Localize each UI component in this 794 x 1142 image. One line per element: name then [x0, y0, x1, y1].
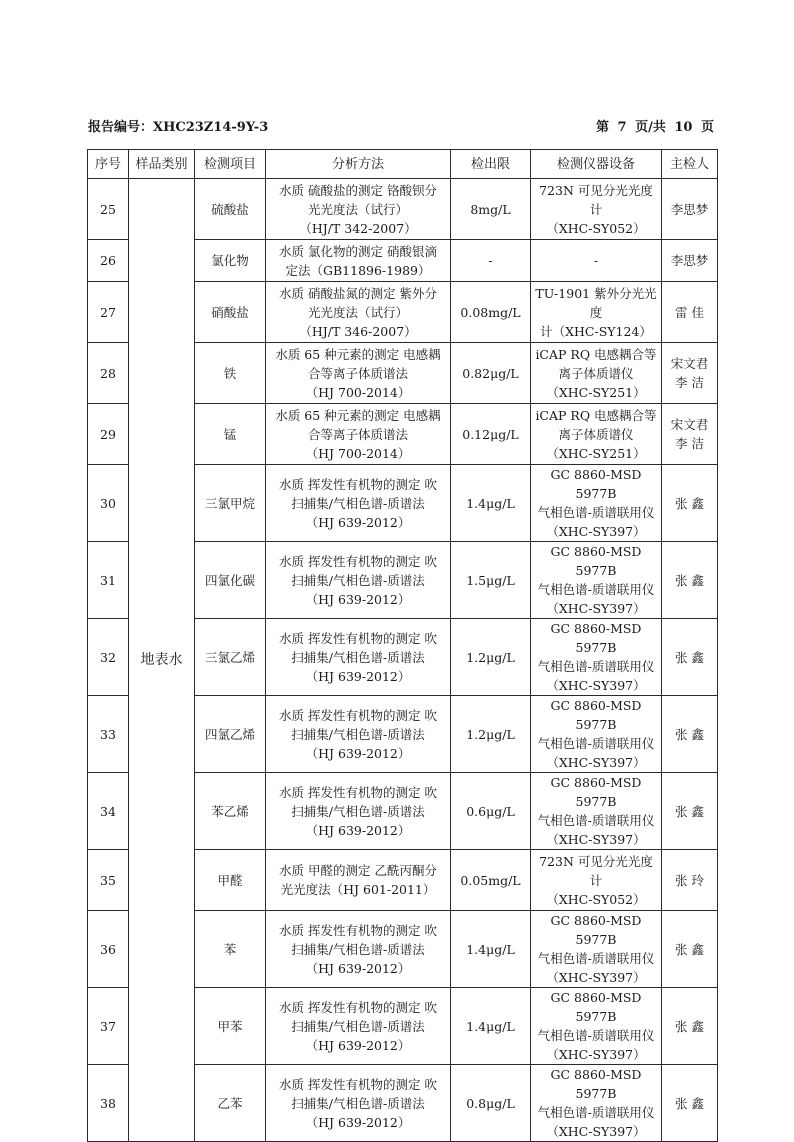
col-header-person: 主检人 — [662, 150, 718, 179]
table-row — [88, 179, 718, 240]
inspector-name: 雷 佳 — [675, 304, 704, 320]
row-number: 34 — [88, 773, 129, 850]
instrument-line: （XHC-SY397） — [546, 524, 646, 539]
row-number: 30 — [88, 465, 129, 542]
method-line: 扫捕集/气相色谱-质谱法 — [291, 941, 425, 957]
row-number: 37 — [88, 988, 129, 1065]
detection-limit: 8mg/L — [451, 179, 531, 240]
inspector — [662, 696, 718, 773]
inspector — [662, 988, 718, 1065]
method-line: 水质 挥发性有机物的测定 吹 — [279, 707, 437, 723]
test-item: 硝酸盐 — [195, 282, 266, 343]
test-item: 四氯乙烯 — [195, 696, 266, 773]
instrument-line: 气相色谱-质谱联用仪 — [537, 505, 655, 520]
instrument-line: （XHC-SY251） — [546, 384, 646, 400]
instrument-line: （XHC-SY397） — [546, 755, 646, 770]
row-number: 36 — [88, 911, 129, 988]
method-line: 水质 氯化物的测定 硝酸银滴 — [279, 243, 437, 259]
instrument-line: （XHC-SY397） — [546, 970, 646, 985]
instrument-line: GC 8860-MSD 5977B — [550, 913, 642, 947]
inspector — [662, 1065, 718, 1142]
instrument-line: （XHC-SY397） — [546, 1047, 646, 1062]
inspector-name: 张 鑫 — [675, 1095, 704, 1111]
analysis-method — [266, 465, 451, 542]
method-line: 水质 硝酸盐氮的测定 紫外分 — [279, 285, 437, 301]
method-line: 水质 挥发性有机物的测定 吹 — [279, 476, 437, 492]
analysis-method — [266, 282, 451, 343]
method-line: 光光度法（试行） — [307, 201, 408, 217]
row-number: 25 — [88, 179, 129, 240]
method-line: （HJ 639-2012） — [305, 745, 411, 761]
instrument-line: （XHC-SY052） — [546, 891, 646, 907]
instrument-line: （XHC-SY397） — [546, 678, 646, 693]
instrument-line: 离子体质谱仪 — [558, 365, 634, 381]
instrument-line: GC 8860-MSD 5977B — [550, 698, 642, 732]
inspector — [662, 773, 718, 850]
test-item: 氯化物 — [195, 240, 266, 282]
method-line: （HJ/T 346-2007） — [299, 323, 417, 339]
inspector-name: 宋文君 — [670, 417, 709, 432]
detection-limit: 1.5μg/L — [451, 542, 531, 619]
method-line: 水质 挥发性有机物的测定 吹 — [279, 630, 437, 646]
instrument — [531, 619, 662, 696]
inspector-name: 宋文君 — [670, 356, 709, 371]
instrument-line: TU-1901 紫外分光光度 — [535, 285, 657, 320]
inspector — [662, 240, 718, 282]
instrument-line: GC 8860-MSD 5977B — [550, 544, 642, 578]
col-header-item: 检测项目 — [195, 150, 266, 179]
test-item: 乙苯 — [195, 1065, 266, 1142]
inspector-name: 张 鑫 — [675, 941, 704, 957]
method-line: 水质 挥发性有机物的测定 吹 — [279, 922, 437, 938]
instrument — [531, 404, 662, 465]
detection-limit: - — [451, 240, 531, 282]
instrument — [531, 773, 662, 850]
method-line: 光光度法（试行） — [307, 304, 408, 320]
method-line: 水质 65 种元素的测定 电感耦 — [275, 407, 441, 423]
inspector — [662, 542, 718, 619]
instrument-line: 723N 可见分光光度计 — [539, 182, 653, 217]
detection-limit: 0.6μg/L — [451, 773, 531, 850]
analysis-method — [266, 240, 451, 282]
test-item: 苯 — [195, 911, 266, 988]
report-header — [88, 116, 714, 136]
method-line: 水质 硫酸盐的测定 铬酸钡分 — [279, 182, 437, 198]
test-item: 甲苯 — [195, 988, 266, 1065]
inspector-name: 张 鑫 — [675, 1018, 704, 1034]
instrument-line: 离子体质谱仪 — [558, 426, 634, 442]
instrument-line: GC 8860-MSD 5977B — [550, 621, 642, 655]
instrument-line: （XHC-SY052） — [546, 220, 646, 236]
table-body — [88, 179, 718, 1142]
method-line: 扫捕集/气相色谱-质谱法 — [291, 572, 425, 588]
method-line: 合等离子体质谱法 — [307, 426, 408, 442]
detection-limit: 1.2μg/L — [451, 619, 531, 696]
method-line: 定法（GB11896-1989） — [285, 262, 431, 278]
method-line: 水质 挥发性有机物的测定 吹 — [279, 999, 437, 1015]
inspector-name: 张 鑫 — [675, 572, 704, 588]
method-line: （HJ 639-2012） — [305, 591, 411, 607]
col-header-instrument: 检测仪器设备 — [531, 150, 662, 179]
analysis-method — [266, 696, 451, 773]
col-header-method: 分析方法 — [266, 150, 451, 179]
method-line: （HJ/T 342-2007） — [299, 220, 417, 236]
row-number: 29 — [88, 404, 129, 465]
row-number: 33 — [88, 696, 129, 773]
row-number: 38 — [88, 1065, 129, 1142]
method-line: 扫捕集/气相色谱-质谱法 — [291, 495, 425, 511]
instrument-line: （XHC-SY251） — [546, 445, 646, 461]
test-item: 锰 — [195, 404, 266, 465]
instrument — [531, 850, 662, 911]
method-line: （HJ 639-2012） — [305, 960, 411, 976]
inspector-name: 张 鑫 — [675, 495, 704, 511]
instrument-line: GC 8860-MSD 5977B — [550, 775, 642, 809]
inspector — [662, 911, 718, 988]
instrument-line: 气相色谱-质谱联用仪 — [537, 659, 655, 674]
report-number: 报告编号：XHC23Z14-9Y-3 — [88, 120, 269, 135]
instrument-line: （XHC-SY397） — [546, 1124, 646, 1139]
detection-limit: 1.4μg/L — [451, 988, 531, 1065]
test-item: 四氯化碳 — [195, 542, 266, 619]
method-line: 水质 65 种元素的测定 电感耦 — [275, 346, 441, 362]
instrument — [531, 465, 662, 542]
method-line: 水质 挥发性有机物的测定 吹 — [279, 784, 437, 800]
instrument-line: 气相色谱-质谱联用仪 — [537, 951, 655, 966]
inspector-name: 李思梦 — [670, 201, 709, 217]
analysis-method — [266, 404, 451, 465]
method-line: 合等离子体质谱法 — [307, 365, 408, 381]
instrument — [531, 1065, 662, 1142]
instrument-line: - — [593, 253, 599, 268]
method-line: （HJ 639-2012） — [305, 668, 411, 684]
instrument — [531, 240, 662, 282]
detection-limit: 0.8μg/L — [451, 1065, 531, 1142]
row-number: 27 — [88, 282, 129, 343]
instrument-line: 气相色谱-质谱联用仪 — [537, 1028, 655, 1043]
instrument — [531, 179, 662, 240]
inspector — [662, 404, 718, 465]
test-item: 苯乙烯 — [195, 773, 266, 850]
analysis-method — [266, 988, 451, 1065]
detection-limit: 1.4μg/L — [451, 465, 531, 542]
row-number: 26 — [88, 240, 129, 282]
instrument-line: iCAP RQ 电感耦合等 — [535, 407, 657, 423]
inspector — [662, 850, 718, 911]
inspector — [662, 282, 718, 343]
test-method-table — [87, 149, 718, 1142]
col-header-no: 序号 — [88, 150, 129, 179]
table-header-row — [88, 150, 718, 179]
row-number: 31 — [88, 542, 129, 619]
col-header-limit: 检出限 — [451, 150, 531, 179]
method-line: （HJ 700-2014） — [305, 445, 411, 461]
method-line: （HJ 639-2012） — [305, 1114, 411, 1130]
test-item: 硫酸盐 — [195, 179, 266, 240]
instrument — [531, 988, 662, 1065]
method-line: 扫捕集/气相色谱-质谱法 — [291, 1018, 425, 1034]
method-line: 水质 甲醛的测定 乙酰丙酮分 — [279, 863, 437, 878]
sample-category: 地表水 — [129, 179, 195, 1142]
instrument-line: 气相色谱-质谱联用仪 — [537, 1105, 655, 1120]
instrument-line: （XHC-SY397） — [546, 832, 646, 847]
method-line: （HJ 700-2014） — [305, 384, 411, 400]
analysis-method — [266, 1065, 451, 1142]
inspector-name: 张 鑫 — [675, 649, 704, 665]
inspector-name: 张 鑫 — [675, 726, 704, 742]
instrument — [531, 542, 662, 619]
instrument-line: iCAP RQ 电感耦合等 — [535, 346, 657, 362]
instrument-line: 气相色谱-质谱联用仪 — [537, 582, 655, 597]
instrument-line: GC 8860-MSD 5977B — [550, 1067, 642, 1101]
instrument-line: （XHC-SY397） — [546, 601, 646, 616]
test-item: 三氯乙烯 — [195, 619, 266, 696]
method-line: 扫捕集/气相色谱-质谱法 — [291, 1095, 425, 1111]
detection-limit: 0.12μg/L — [451, 404, 531, 465]
inspector-name: 李 洁 — [675, 375, 704, 390]
instrument-line: GC 8860-MSD 5977B — [550, 990, 642, 1024]
inspector — [662, 619, 718, 696]
method-line: 水质 挥发性有机物的测定 吹 — [279, 553, 437, 569]
inspector — [662, 465, 718, 542]
analysis-method — [266, 179, 451, 240]
analysis-method — [266, 773, 451, 850]
analysis-method — [266, 619, 451, 696]
row-number: 28 — [88, 343, 129, 404]
inspector — [662, 179, 718, 240]
method-line: 扫捕集/气相色谱-质谱法 — [291, 803, 425, 819]
instrument-line: 723N 可见分光光度计 — [539, 853, 653, 888]
method-line: 扫捕集/气相色谱-质谱法 — [291, 726, 425, 742]
method-line: 水质 挥发性有机物的测定 吹 — [279, 1076, 437, 1092]
row-number: 35 — [88, 850, 129, 911]
detection-limit: 1.2μg/L — [451, 696, 531, 773]
instrument — [531, 911, 662, 988]
method-line: 光光度法（HJ 601-2011） — [280, 882, 436, 897]
test-item: 铁 — [195, 343, 266, 404]
method-line: （HJ 639-2012） — [305, 822, 411, 838]
analysis-method — [266, 343, 451, 404]
test-item: 甲醛 — [195, 850, 266, 911]
method-line: （HJ 639-2012） — [305, 514, 411, 530]
col-header-category: 样品类别 — [129, 150, 195, 179]
detection-limit: 0.05mg/L — [451, 850, 531, 911]
instrument — [531, 696, 662, 773]
inspector-name: 张 鑫 — [675, 803, 704, 819]
instrument-line: 气相色谱-质谱联用仪 — [537, 813, 655, 828]
detection-limit: 1.4μg/L — [451, 911, 531, 988]
detection-limit: 0.08mg/L — [451, 282, 531, 343]
row-number: 32 — [88, 619, 129, 696]
analysis-method — [266, 850, 451, 911]
inspector-name: 李思梦 — [670, 253, 709, 268]
instrument-line: GC 8860-MSD 5977B — [550, 467, 642, 501]
page-indicator: 第 7 页/共 10 页 — [596, 120, 714, 135]
test-item: 三氯甲烷 — [195, 465, 266, 542]
instrument-line: 气相色谱-质谱联用仪 — [537, 736, 655, 751]
analysis-method — [266, 911, 451, 988]
inspector — [662, 343, 718, 404]
detection-limit: 0.82μg/L — [451, 343, 531, 404]
inspector-name: 李 洁 — [675, 436, 704, 451]
analysis-method — [266, 542, 451, 619]
method-line: 扫捕集/气相色谱-质谱法 — [291, 649, 425, 665]
instrument-line: 计（XHC-SY124） — [540, 323, 652, 339]
inspector-name: 张 玲 — [675, 872, 704, 888]
instrument — [531, 343, 662, 404]
method-line: （HJ 639-2012） — [305, 1037, 411, 1053]
instrument — [531, 282, 662, 343]
